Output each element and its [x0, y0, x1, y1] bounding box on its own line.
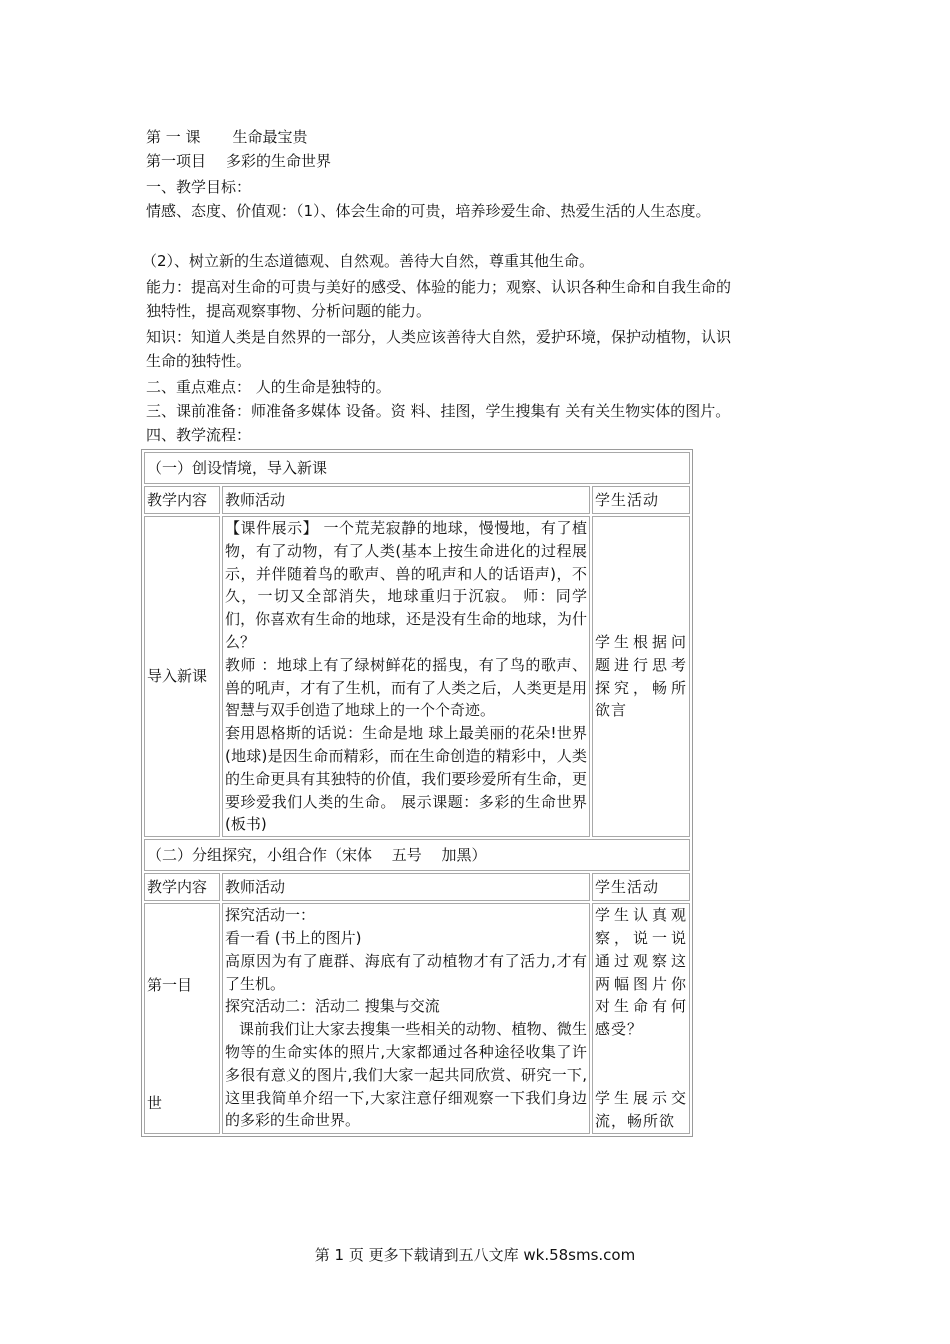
teacher-activity-cell	[222, 903, 590, 1133]
student-activity-cell: 学生根据问题进行思考探究，畅所欲言	[592, 516, 690, 837]
teacher-paragraph: 探究活动二：活动二 搜集与交流	[225, 997, 440, 1016]
student-activity-cell	[592, 903, 690, 1133]
table-header-row	[144, 486, 690, 514]
table-row	[144, 903, 690, 1133]
flow-heading: 四、教学流程：	[146, 426, 252, 444]
goal-knowledge-1: 知识：知道人类是自然界的一部分，人类应该善待大自然，爱护环境，保护动植物，认识	[146, 328, 732, 346]
teacher-paragraph: 课前我们让大家去搜集一些相关的动物、植物、微生物等的生命实体的照片,大家都通过各种途径收集了许多很有意义的图片,我们大家一起共同欣赏、研究一下,这里我简单介绍一下,大家注意仔细观察一下我们身边的多彩的生命世界。	[225, 1020, 587, 1130]
teacher-paragraph: 看一看 (书上的图片)	[225, 928, 362, 947]
column-header-content: 教学内容	[144, 486, 220, 514]
goal-ability-1: 能力：提高对生命的可贵与美好的感受、体验的能力；观察、认识各种生命和自我生命的	[146, 278, 732, 296]
page-footer: 第 1 页 更多下载请到五八文库 wk.58sms.com	[314, 1246, 636, 1264]
teacher-paragraph: 套用恩格斯的话说：生命是地 球上最美丽的花朵!世界(地球)是因生命而精彩，而在生命创造的精彩中，人类的生命更具有其独特的价值，我们要珍爱所有生命，更要珍爱我们人类的生命。 展示课题：多彩的生命世界(板书)	[225, 724, 587, 834]
teacher-paragraph: 探究活动一：	[225, 906, 316, 925]
teacher-paragraph: 【课件展示】 一个荒芜寂静的地球，慢慢地，有了植物，有了动物，有了人类(基本上按生命进化的过程展示，并伴随着鸟的歌声、兽的吼声和人的话语声)，不久，一切又全部消失，地球重归于沉寂。 师：同学们，你喜欢有生命的地球，还是没有生命的地球，为什么？	[225, 519, 587, 651]
lesson-title: 生命最宝贵	[232, 128, 308, 146]
column-header-student: 学生活动	[592, 873, 690, 901]
teacher-activity-cell	[222, 516, 590, 837]
teacher-paragraph: 教师 ：地球上有了绿树鲜花的摇曳，有了鸟的歌声、兽的吼声，才有了生机，而有了人类之后，人类更是用智慧与双手创造了地球上的一个个奇迹。	[225, 655, 587, 720]
student-paragraph: 学生认真观察，说一说通过观察这两幅图片你对生命有何感受？	[595, 906, 687, 1039]
content-text: 第一目	[147, 976, 193, 995]
content-cell: 导入新课	[144, 516, 220, 837]
column-header-teacher: 教师活动	[222, 873, 590, 901]
student-paragraph: 学生展示交流，畅所欲	[595, 1088, 687, 1130]
column-header-teacher: 教师活动	[222, 486, 590, 514]
section-row	[144, 452, 690, 484]
teacher-paragraph: 高原因为有了鹿群、海底有了动植物才有了活力,才有了生机。	[225, 951, 587, 993]
goals-heading: 一、教学目标：	[146, 178, 252, 196]
column-header-student: 学生活动	[592, 486, 690, 514]
section-title: （一）创设情境，导入新课	[144, 452, 690, 484]
goal-knowledge-2: 生命的独特性。	[146, 352, 252, 370]
goal-emotion-2: （2）、树立新的生态道德观、自然观。善待大自然，尊重其他生命。	[142, 252, 595, 270]
table-row	[144, 516, 690, 837]
table-header-row	[144, 873, 690, 901]
goal-ability-2: 独特性，提高观察事物、分析问题的能力。	[146, 302, 432, 320]
lesson-heading	[146, 126, 308, 148]
section-row	[144, 839, 690, 871]
goal-emotion: 情感、态度、价值观：（1）、体会生命的可贵，培养珍爱生命、热爱生活的人生态度。	[146, 202, 711, 220]
content-cell	[144, 903, 220, 1133]
item-number: 第一项目	[146, 152, 207, 170]
key-points: 二、重点难点： 人的生命是独特的。	[146, 378, 391, 396]
lesson-number: 第 一 课	[146, 128, 201, 146]
lesson-flow-table	[141, 449, 693, 1137]
column-header-content: 教学内容	[144, 873, 220, 901]
item-heading	[146, 150, 331, 172]
preparation: 三、课前准备：师准备多媒体 设备。资 料、挂图，学生搜集有 关有关生物实体的图片。	[146, 402, 731, 420]
section-title: （二）分组探究，小组合作（宋体 五号 加黑）	[144, 839, 690, 871]
item-title: 多彩的生命世界	[226, 152, 332, 170]
content-text: 世	[147, 1093, 163, 1112]
